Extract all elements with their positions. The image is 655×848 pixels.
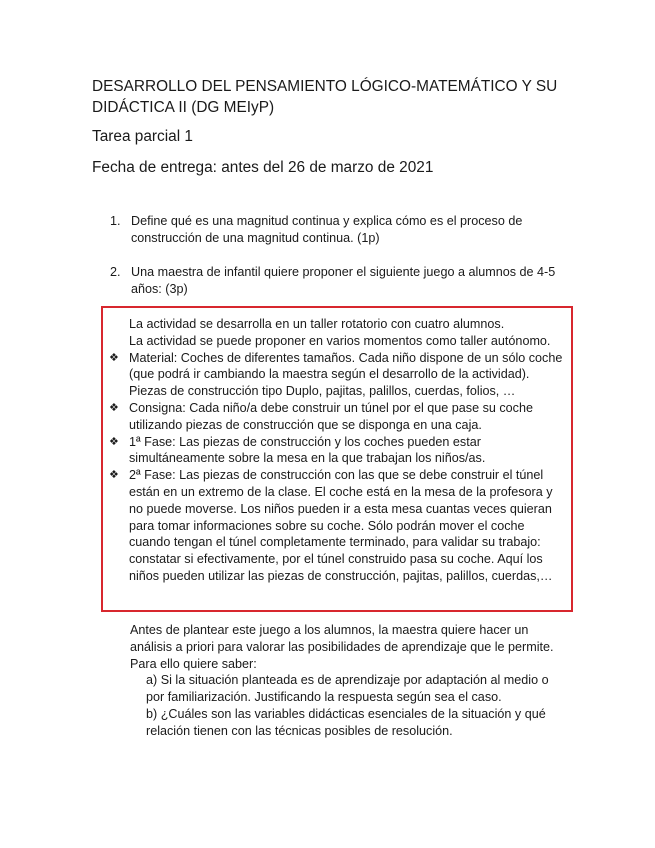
activity-intro-line: La actividad se puede proponer en varios momentos como taller autónomo. <box>129 333 551 348</box>
bullet-text: Consigna: Cada niño/a debe construir un túnel por el que pase su coche utilizando piezas de construcción que se disponga en una caja. <box>129 400 533 432</box>
bullet-consigna <box>109 400 567 434</box>
analysis-section <box>130 622 570 740</box>
diamond-bullet-icon: ❖ <box>109 468 119 482</box>
task-title: Tarea parcial 1 <box>92 128 193 145</box>
diamond-bullet-icon: ❖ <box>109 400 119 414</box>
diamond-bullet-icon: ❖ <box>109 350 119 364</box>
question-number: 2. <box>110 265 121 279</box>
analysis-intro: Antes de plantear este juego a los alumnos, la maestra quiere hacer un análisis a priori para valorar las posibilidades de aprendizaje que le permite. Para ello quiere saber: <box>130 623 554 671</box>
analysis-item-b: b) ¿Cuáles son las variables didácticas esenciales de la situación y qué relación tienen con las técnicas posibles de resolución. <box>146 706 546 738</box>
course-title: DESARROLLO DEL PENSAMIENTO LÓGICO-MATEMÁTICO Y SU DIDÁCTICA II (DG MEIyP) <box>92 78 558 116</box>
question-number: 1. <box>110 214 121 228</box>
activity-description <box>109 316 567 585</box>
bullet-material <box>109 350 567 400</box>
diamond-bullet-icon: ❖ <box>109 434 119 448</box>
bullet-fase-2 <box>109 467 567 585</box>
question-text: Una maestra de infantil quiere proponer el siguiente juego a alumnos de 4-5 años: (3p) <box>131 265 556 296</box>
bullet-fase-1 <box>109 434 567 468</box>
due-date: Fecha de entrega: antes del 26 de marzo de 2021 <box>92 159 434 176</box>
question-text: Define qué es una magnitud continua y explica cómo es el proceso de construcción de una magnitud continua. (1p) <box>131 214 523 245</box>
analysis-item-a: a) Si la situación planteada es de aprendizaje por adaptación al medio o por familiarización. Justificando la respuesta según sea el caso. <box>146 673 549 705</box>
bullet-text: 2ª Fase: Las piezas de construcción con las que se debe construir el túnel están en un extremo de la clase. El coche está en la mesa de la profesora y no puede moverse. Los niños pueden ir a esta mesa cuantas veces quieran para tomar informaciones sobre su coche. Sólo podrán mover el coche cuando tengan el túnel completamente terminado, para validar su trabajo: constatar si efectivamente, por el túnel construido pasa su coche. Aquí los niños pueden utilizar las piezas de construcción, pajitas, palillos, cuerdas,… <box>129 468 553 583</box>
activity-intro-line: La actividad se desarrolla en un taller rotatorio con cuatro alumnos. <box>129 317 505 331</box>
bullet-text: Material: Coches de diferentes tamaños. Cada niño dispone de un sólo coche (que podrá ir cambiando la maestra según el desarrollo de la actividad). Piezas de construcción tipo Duplo, pajitas, palillos, cuerdas, folios, … <box>129 350 563 399</box>
bullet-text: 1ª Fase: Las piezas de construcción y los coches pueden estar simultáneamente sobre la mesa en la que trabajan los niños/as. <box>129 434 486 466</box>
